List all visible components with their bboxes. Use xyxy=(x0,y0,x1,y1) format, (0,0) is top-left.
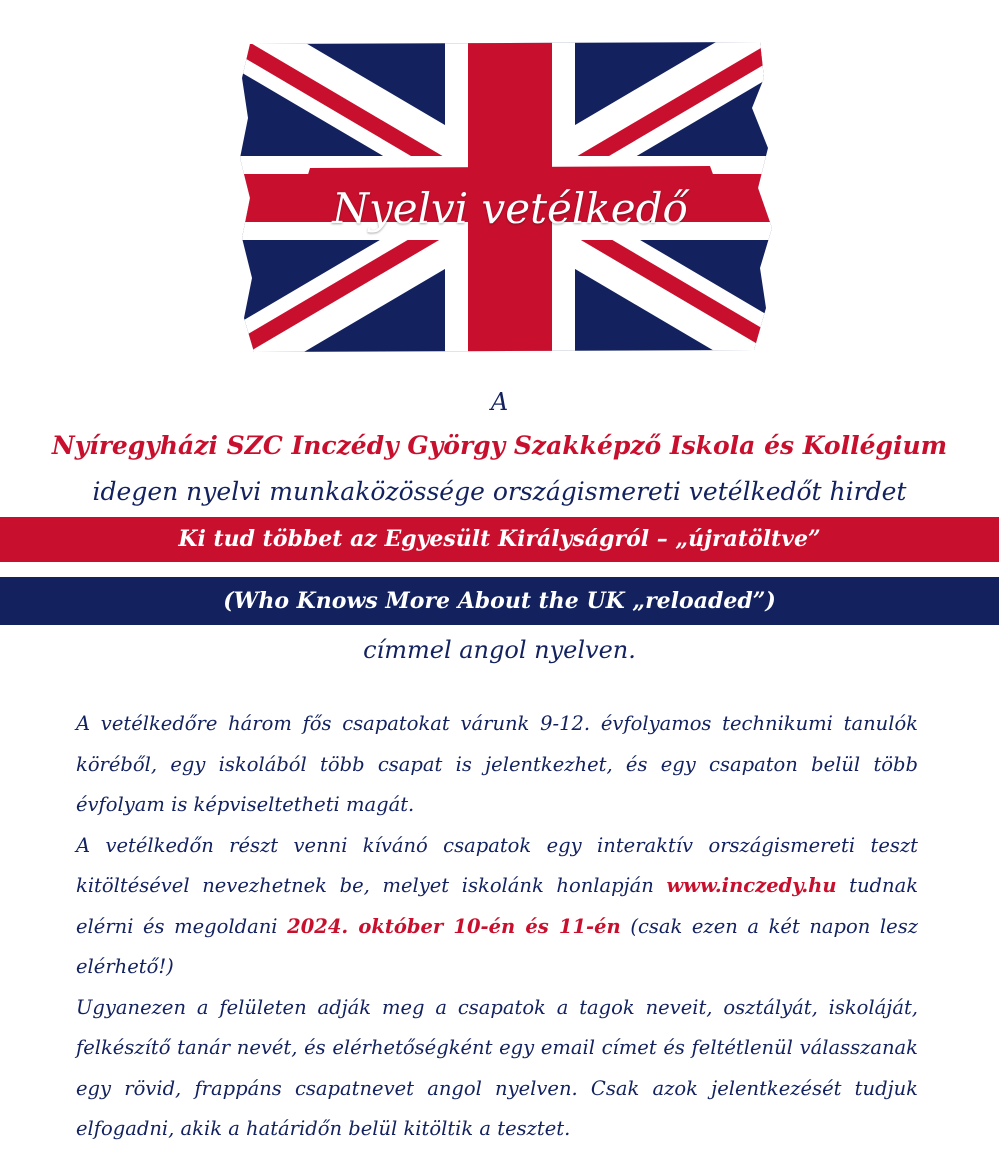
school-name: Nyíregyházi SZC Inczédy György Szakképző Iskola és Kollégium xyxy=(51,431,948,460)
english-title: (Who Knows More About the UK „reloaded”) xyxy=(223,588,776,614)
english-title-band xyxy=(0,577,999,625)
registration-text-1: A vetélkedőn részt venni kívánó csapatok egy interaktív országismereti teszt kitöltésével nevezhetnek be, melyet iskolánk honlapján xyxy=(76,833,918,897)
paragraph-teams: A vetélkedőre három fős csapatokat várunk 9-12. évfolyamos technikumi tanulók köréből, egy iskolából több csapat is jelentkezhet, és egy csapaton belül több évfolyam is képviseltetheti magát. xyxy=(76,712,918,816)
deadline-date: 2024. október 10-én és 11-én xyxy=(287,914,621,938)
registration-text-2: tudnak elérni és megoldani xyxy=(76,874,919,938)
paragraph-details: Ugyanezen a felületen adják meg a csapatok a tagok neveit, osztályát, iskoláját, felkészítő tanár nevét, és elérhetőségként egy email címet és feltétlenül válasszanak egy rövid, frappáns csapatnevet angol nyelven. Csak azok jelentkezését tudjuk elfogadni, akik a határidőn belül kitöltik a tesztet. xyxy=(76,995,918,1140)
website-link[interactable]: www.inczedy.hu xyxy=(666,874,837,897)
hungarian-title: Ki tud többet az Egyesült Királyságról – „újratöltve” xyxy=(178,526,821,552)
organizer-line: idegen nyelvi munkaközössége országismereti vetélkedőt hirdet xyxy=(92,477,907,506)
flag-title: Nyelvi vetélkedő xyxy=(332,184,688,233)
subtitle-line: címmel angol nyelven. xyxy=(363,636,636,664)
union-jack-flag xyxy=(240,38,780,356)
registration-text-3: (csak ezen a két napon lesz elérhető!) xyxy=(76,914,918,978)
paragraph-registration xyxy=(76,826,918,988)
article-line: A xyxy=(490,388,509,416)
body-text xyxy=(76,704,918,1150)
hungarian-title-band xyxy=(0,517,999,562)
